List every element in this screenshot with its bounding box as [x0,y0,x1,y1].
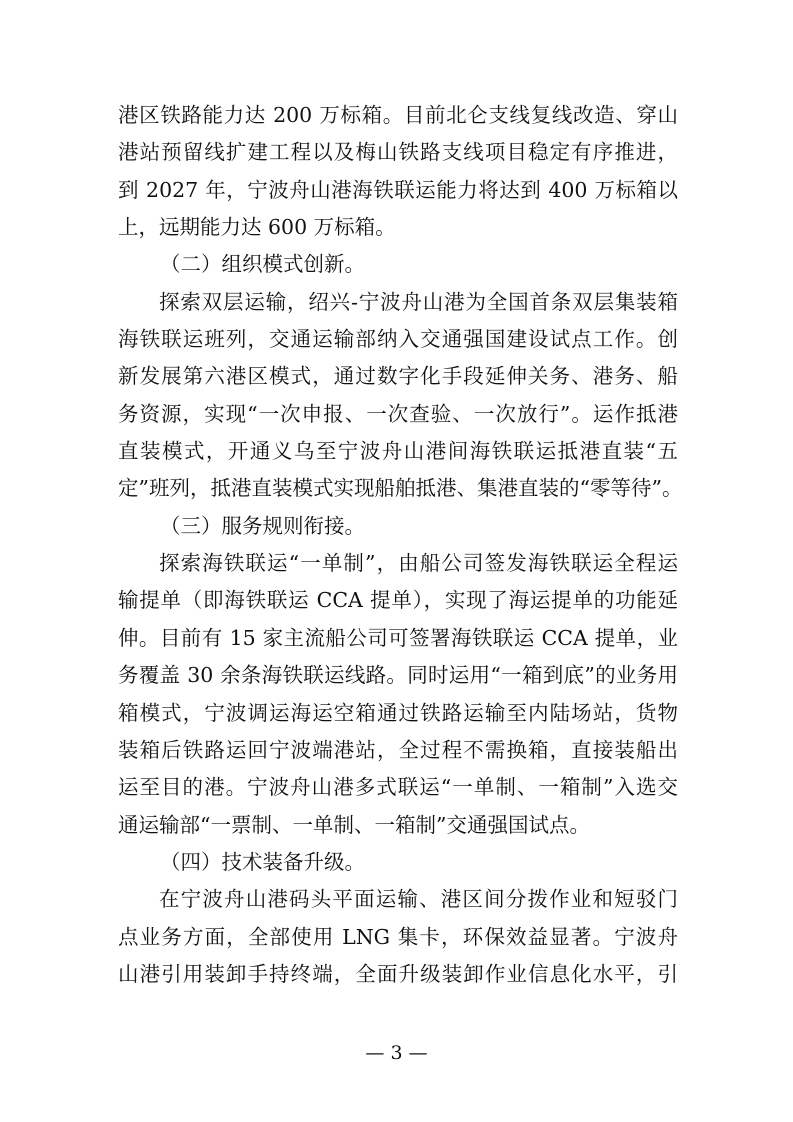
text-line: 点业务方面，全部使用 LNG 集卡，环保效益显著。宁波舟 [118,924,678,949]
text-line: 港站预留线扩建工程以及梅山铁路支线项目稳定有序推进， [118,140,678,165]
text-line: 探索海铁联运“一单制”，由船公司签发海铁联运全程运 [159,551,678,576]
text-line: 装箱后铁路运回宁波端港站，全过程不需换箱，直接装船出 [118,737,678,762]
text-line: 港区铁路能力达 200 万标箱。目前北仑支线复线改造、穿山 [118,103,678,127]
text-line: 定”班列，抵港直装模式实现船舶抵港、集港直装的“零等待”。 [118,476,683,501]
text-line: 上，远期能力达 600 万标箱。 [118,215,396,240]
text-line: 在宁波舟山港码头平面运输、港区间分拨作业和短驳门 [159,887,678,912]
text-line: 通运输部“一票制、一单制、一箱制”交通强国试点。 [118,812,590,837]
text-line: 新发展第六港区模式，通过数字化手段延伸关务、港务、船 [118,364,678,389]
text-line: 直装模式，开通义乌至宁波舟山港间海铁联运抵港直装“五 [118,439,678,464]
text-line: 箱模式，宁波调运海运空箱通过铁路运输至内陆场站，货物 [118,700,678,725]
section-heading: （四）技术装备升级。 [160,849,365,874]
page-number: — 3 — [365,1042,428,1064]
text-line: 伸。目前有 15 家主流船公司可签署海铁联运 CCA 提单，业 [118,625,678,650]
text-line: 到 2027 年，宁波舟山港海铁联运能力将达到 400 万标箱以 [118,177,678,202]
text-line: 探索双层运输，绍兴-宁波舟山港为全国首条双层集装箱 [159,289,678,314]
section-heading: （二）组织模式创新。 [160,252,365,277]
section-heading: （三）服务规则衔接。 [160,513,365,538]
text-line: 输提单（即海铁联运 CCA 提单），实现了海运提单的功能延 [118,588,678,613]
body-text [118,97,683,993]
text-line: 务覆盖 30 余条海铁联运线路。同时运用“一箱到底”的业务用 [118,663,678,688]
text-line: 运至目的港。宁波舟山港多式联运“一单制、一箱制”入选交 [118,775,678,800]
text-line: 山港引用装卸手持终端，全面升级装卸作业信息化水平，引 [118,961,678,986]
text-line: 务资源，实现“一次申报、一次查验、一次放行”。运作抵港 [118,401,678,426]
text-line: 海铁联运班列，交通运输部纳入交通强国建设试点工作。创 [118,327,678,352]
